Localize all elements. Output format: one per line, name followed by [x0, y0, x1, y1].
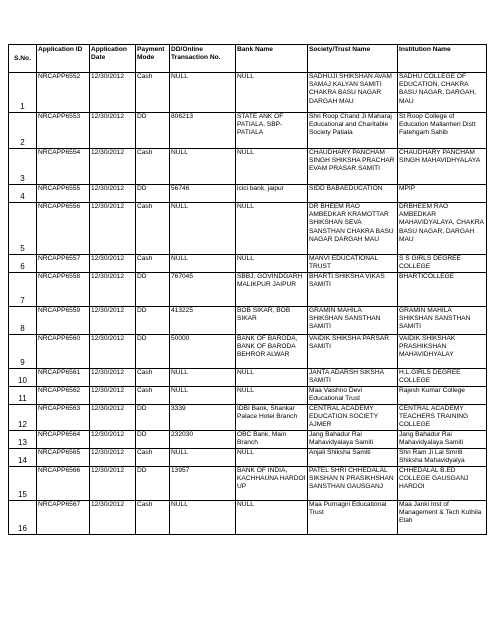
dd-transaction-cell: NULL: [170, 501, 236, 535]
table-body: [9, 73, 487, 535]
society-name-cell: BHARTI SHIKSHA VIKAS SAMITI: [308, 273, 398, 307]
application-date-cell: 12/30/2012: [90, 335, 136, 369]
sno-cell: 4: [9, 185, 37, 203]
bank-name-cell: BANK OF INDIA, KACHHAUNA HARDOI UP: [236, 467, 308, 501]
application-date-cell: 12/30/2012: [90, 467, 136, 501]
society-name-cell: Jang Bahadur Rai Mahavidyalaya Samiti: [308, 431, 398, 449]
bank-name-cell: IDBI Bank, Shankar Palace Hotel Branch: [236, 405, 308, 431]
society-name-cell: Maa Vaishno Devi Educational Trust: [308, 387, 398, 405]
society-name-cell: GRAMIN MAHILA SHIKSHAN SANSTHAN SAMITI: [308, 307, 398, 335]
application-date-cell: 12/30/2012: [90, 449, 136, 467]
payment-mode-cell: DD: [136, 307, 170, 335]
institution-name-cell: CHAUDHARY PANCHAM SINGH MAHAVIDHYALAYA: [398, 149, 487, 185]
bank-name-cell: NULL: [236, 387, 308, 405]
payment-mode-cell: Cash: [136, 203, 170, 255]
table-row: [9, 387, 487, 405]
payment-mode-cell: DD: [136, 431, 170, 449]
sno-cell: 1: [9, 73, 37, 113]
application-date-cell: 12/30/2012: [90, 255, 136, 273]
bank-name-cell: STATE ANK OF PATIALA, SBP-PATIALA: [236, 113, 308, 149]
institution-name-cell: Maa Janki Inst of Management & Tech Kuthila Etah: [398, 501, 487, 535]
institution-name-cell: GRAMIN MAHILA SHIKSHAN SANSTHAN SAMITI: [398, 307, 487, 335]
institution-name-cell: MPIP: [398, 185, 487, 203]
header-bank-name: Bank Name: [236, 45, 308, 73]
institution-name-cell: VAIDIK SHIKSHAK PRASHIKSHAN MAHAVIDHYALAY: [398, 335, 487, 369]
bank-name-cell: BANK OF BARODA, BANK OF BARODA BEHROR ALWAR: [236, 335, 308, 369]
table-row: [9, 467, 487, 501]
dd-transaction-cell: 413225: [170, 307, 236, 335]
bank-name-cell: NULL: [236, 369, 308, 387]
sno-cell: 13: [9, 431, 37, 449]
payment-mode-cell: DD: [136, 467, 170, 501]
application-date-cell: 12/30/2012: [90, 307, 136, 335]
dd-transaction-cell: 56746: [170, 185, 236, 203]
institution-name-cell: CHHEDALAL B.ED COLLEGE GAUSGANJ HARDOI: [398, 467, 487, 501]
sno-cell: 3: [9, 149, 37, 185]
society-name-cell: MANVI EDUCATIONAL TRUST: [308, 255, 398, 273]
society-name-cell: JANTA ADARSH SIKSHA SAMITI: [308, 369, 398, 387]
institution-name-cell: Jang Bahadur Rai Mahavidyalaya Samiti: [398, 431, 487, 449]
table-row: [9, 113, 487, 149]
header-society-name: Society/Trust Name: [308, 45, 398, 73]
society-name-cell: Maa Purnagiri Educational Trust: [308, 501, 398, 535]
society-name-cell: CHAUDHARY PANCHAM SINGH SHIKSHA PRACHAR EVAM PRASAR SAMITI: [308, 149, 398, 185]
application-date-cell: 12/30/2012: [90, 369, 136, 387]
application-date-cell: 12/30/2012: [90, 431, 136, 449]
dd-transaction-cell: NULL: [170, 73, 236, 113]
sno-cell: 16: [9, 501, 37, 535]
application-id-cell: NRCAPP6565: [37, 449, 90, 467]
institution-name-cell: Rajesh Kumar College: [398, 387, 487, 405]
application-id-cell: NRCAPP6560: [37, 335, 90, 369]
application-id-cell: NRCAPP6567: [37, 501, 90, 535]
society-name-cell: Shri Roop Chand Ji Maharaj Educational and Charitable Society Patiala: [308, 113, 398, 149]
institution-name-cell: CENTRAL ACADEMY TEACHERS TRAINING COLLEGE: [398, 405, 487, 431]
society-name-cell: SIDD BABAEDUCATION: [308, 185, 398, 203]
sno-cell: 12: [9, 405, 37, 431]
table-row: [9, 431, 487, 449]
table-row: [9, 307, 487, 335]
application-id-cell: NRCAPP6552: [37, 73, 90, 113]
application-date-cell: 12/30/2012: [90, 73, 136, 113]
society-name-cell: SADHUJI SHIKSHAN AVAM SAMAJ KALYAN SAMITI CHAKRA BASU NAGAR DARGAH MAU: [308, 73, 398, 113]
bank-name-cell: BOB SIKAR, BOB SIKAR: [236, 307, 308, 335]
institution-name-cell: S S GIRLS DEGREE COLLEGE: [398, 255, 487, 273]
application-id-cell: NRCAPP6563: [37, 405, 90, 431]
payment-mode-cell: DD: [136, 185, 170, 203]
header-row: [9, 45, 487, 73]
application-id-cell: NRCAPP6554: [37, 149, 90, 185]
sno-cell: 14: [9, 449, 37, 467]
society-name-cell: PATEL SHRI CHHEDALAL SIKSHAN N PRASIKHSHAN SANSTHAN GAUSGANJ: [308, 467, 398, 501]
society-name-cell: VAIDIK SHIKSHA PARSAR SAMITI: [308, 335, 398, 369]
sno-cell: 11: [9, 387, 37, 405]
payment-mode-cell: Cash: [136, 73, 170, 113]
payment-mode-cell: DD: [136, 335, 170, 369]
table-row: [9, 273, 487, 307]
society-name-cell: Anjali Shiksha Samiti: [308, 449, 398, 467]
dd-transaction-cell: NULL: [170, 203, 236, 255]
header-sno: S.No.: [9, 45, 37, 73]
payment-mode-cell: Cash: [136, 501, 170, 535]
header-application-date: Application Date: [90, 45, 136, 73]
bank-name-cell: NULL: [236, 255, 308, 273]
payment-mode-cell: Cash: [136, 255, 170, 273]
application-id-cell: NRCAPP6562: [37, 387, 90, 405]
table-row: [9, 149, 487, 185]
payment-mode-cell: Cash: [136, 149, 170, 185]
application-date-cell: 12/30/2012: [90, 387, 136, 405]
application-id-cell: NRCAPP6553: [37, 113, 90, 149]
dd-transaction-cell: 13957: [170, 467, 236, 501]
sno-cell: 15: [9, 467, 37, 501]
institution-name-cell: DRBHEEM RAO AMBEDKAR MAHAVIDYALAYA, CHAKRA BASU NAGAR, DARGAH MAU: [398, 203, 487, 255]
application-date-cell: 12/30/2012: [90, 185, 136, 203]
institution-name-cell: SADHU COLLEGE OF EDUCATION, CHAKRA BASU NAGAR, DARGAH, MAU: [398, 73, 487, 113]
header-application-id: Application ID: [37, 45, 90, 73]
dd-transaction-cell: NULL: [170, 449, 236, 467]
payment-mode-cell: Cash: [136, 369, 170, 387]
dd-transaction-cell: 232030: [170, 431, 236, 449]
payment-mode-cell: Cash: [136, 449, 170, 467]
table-row: [9, 203, 487, 255]
sno-cell: 5: [9, 203, 37, 255]
sno-cell: 7: [9, 273, 37, 307]
application-id-cell: NRCAPP6559: [37, 307, 90, 335]
society-name-cell: CENTRAL ACADEMY EDUCATION SOCIETY AJMER: [308, 405, 398, 431]
application-date-cell: 12/30/2012: [90, 113, 136, 149]
sno-cell: 8: [9, 307, 37, 335]
application-date-cell: 12/30/2012: [90, 501, 136, 535]
institution-name-cell: BHARTICOLLEGE: [398, 273, 487, 307]
application-id-cell: NRCAPP6557: [37, 255, 90, 273]
dd-transaction-cell: 3339: [170, 405, 236, 431]
bank-name-cell: NULL: [236, 501, 308, 535]
table-row: [9, 335, 487, 369]
bank-name-cell: icici bank, jaipur: [236, 185, 308, 203]
bank-name-cell: NULL: [236, 149, 308, 185]
application-id-cell: NRCAPP6555: [37, 185, 90, 203]
institution-name-cell: H.L.GIRLS DEGREE COLLEGE: [398, 369, 487, 387]
institution-name-cell: Shri Ram Ji Lal Smriti Shiksha Mahavidyalya: [398, 449, 487, 467]
society-name-cell: DR BHEEM RAO AMBEDKAR KRAMOTTAR SHIKSHAN SEVA SANSTHAN CHAKRA BASU NAGAR DARGAH MAU: [308, 203, 398, 255]
application-date-cell: 12/30/2012: [90, 203, 136, 255]
sno-cell: 6: [9, 255, 37, 273]
dd-transaction-cell: 806213: [170, 113, 236, 149]
table-row: [9, 369, 487, 387]
payment-mode-cell: DD: [136, 405, 170, 431]
dd-transaction-cell: NULL: [170, 369, 236, 387]
bank-name-cell: OBC Bank, Main Branch: [236, 431, 308, 449]
sno-cell: 10: [9, 369, 37, 387]
bank-name-cell: NULL: [236, 449, 308, 467]
payment-mode-cell: Cash: [136, 387, 170, 405]
sno-cell: 9: [9, 335, 37, 369]
application-id-cell: NRCAPP6558: [37, 273, 90, 307]
bank-name-cell: NULL: [236, 73, 308, 113]
bank-name-cell: NULL: [236, 203, 308, 255]
header-dd-transaction: DD/Online Transaction No.: [170, 45, 236, 73]
dd-transaction-cell: NULL: [170, 255, 236, 273]
payment-mode-cell: DD: [136, 113, 170, 149]
table-row: [9, 255, 487, 273]
payment-mode-cell: DD: [136, 273, 170, 307]
header-institution-name: Institution Name: [398, 45, 487, 73]
bank-name-cell: SBBJ, GOVINDGARH MALIKPUR JAIPUR: [236, 273, 308, 307]
application-date-cell: 12/30/2012: [90, 405, 136, 431]
institution-name-cell: St Roop College of Education Mallanheri Distt Fatehgarh Sahib: [398, 113, 487, 149]
application-id-cell: NRCAPP6556: [37, 203, 90, 255]
dd-transaction-cell: NULL: [170, 387, 236, 405]
application-id-cell: NRCAPP6561: [37, 369, 90, 387]
table-row: [9, 185, 487, 203]
header-payment-mode: Payment Mode: [136, 45, 170, 73]
dd-transaction-cell: NULL: [170, 149, 236, 185]
application-id-cell: NRCAPP6566: [37, 467, 90, 501]
application-date-cell: 12/30/2012: [90, 149, 136, 185]
applications-table: [8, 44, 487, 535]
table-row: [9, 449, 487, 467]
table-row: [9, 405, 487, 431]
dd-transaction-cell: 767045: [170, 273, 236, 307]
application-date-cell: 12/30/2012: [90, 273, 136, 307]
table-row: [9, 501, 487, 535]
table-row: [9, 73, 487, 113]
dd-transaction-cell: 50000: [170, 335, 236, 369]
sno-cell: 2: [9, 113, 37, 149]
application-id-cell: NRCAPP6564: [37, 431, 90, 449]
